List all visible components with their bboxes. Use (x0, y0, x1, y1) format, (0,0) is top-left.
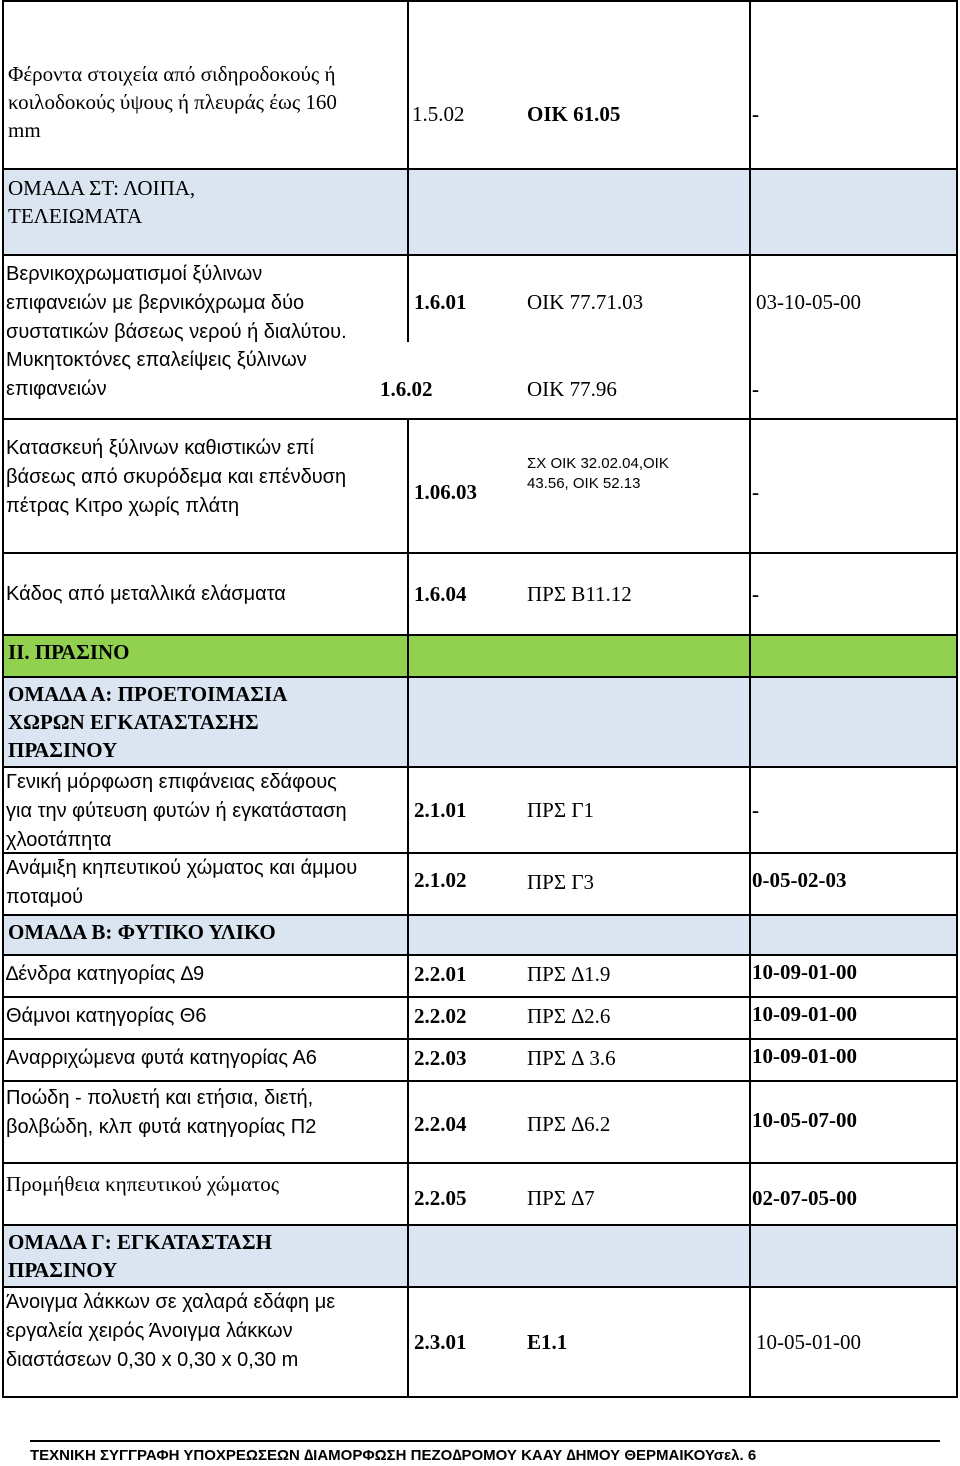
item-code: 2.2.04 (414, 1112, 467, 1136)
item-reference: ΠΡΣ ∆1.9 (527, 962, 611, 986)
item-code: 1.6.01 (414, 290, 467, 314)
item-code: 2.2.01 (414, 962, 467, 986)
table-row (4, 1288, 956, 1396)
group-title: ΟΜΑ∆Α Β: ΦΥΤΙΚΟ ΥΛΙΚΟ (8, 920, 276, 944)
item-reference: ΠΡΣ Β11.12 (527, 582, 632, 606)
item-code: 1.06.03 (414, 480, 477, 504)
item-description: Αναρριχώμενα φυτά κατηγορίας Α6 (6, 1047, 317, 1069)
group-title: ΟΜΑ∆Α Α: ΠΡΟΕΤΟΙΜΑΣΙΑ ΧΩΡΩΝ ΕΓΚΑΤΑΣΤΑΣΗΣ ΠΡΑΣΙΝΟΥ (8, 682, 288, 762)
item-price-code: - (752, 582, 759, 606)
group-header-row (4, 1226, 956, 1288)
table-row (4, 854, 956, 916)
page-number: σελ. 6 (713, 1447, 757, 1464)
footer-divider (30, 1440, 940, 1442)
table-row (4, 1164, 956, 1226)
table-row (4, 998, 956, 1040)
item-price-code: - (752, 798, 759, 822)
item-price-code: 10-09-01-00 (752, 1044, 857, 1068)
item-code: 1.6.02 (380, 377, 433, 401)
item-price-code: - (752, 480, 759, 504)
item-reference: ΠΡΣ ∆2.6 (527, 1004, 611, 1028)
item-reference: ΠΡΣ Γ1 (527, 798, 594, 822)
item-reference: ΣΧ ΟΙΚ 32.02.04,ΟΙΚ 43.56, ΟΙΚ 52.13 (527, 455, 669, 492)
item-description: Θάμνοι κατηγορίας Θ6 (6, 1005, 207, 1027)
item-price-code: - (752, 102, 759, 126)
table-row (4, 768, 956, 854)
item-description: Κατασκευή ξύλινων καθιστικών επί βάσεως από σκυρόδεμα και επένδυση πέτρας Κιτρο χωρίς πλάτη (6, 437, 347, 517)
table-row (4, 420, 956, 554)
footer-title: ΤΕΧΝΙΚΗ ΣΥΓΓΡΑΦΗ ΥΠΟΧΡΕΩΣΕΩΝ ∆ΙΑΜΟΡΦΩΣΗ ΠΕΖΟ∆ΡΟΜΟΥ ΚΑΑΥ ∆ΗΜΟΥ ΘΕΡΜΑΙΚΟΥ (30, 1447, 714, 1464)
group-title: ΟΜΑ∆Α Γ: ΕΓΚΑΤΑΣΤΑΣΗ ΠΡΑΣΙΝΟΥ (8, 1230, 272, 1282)
item-description: Φέροντα στοιχεία από σιδηροδοκούς ή κοιλοδοκούς ύψους ή πλευράς έως 160 mm (8, 62, 337, 142)
item-price-code: 10-09-01-00 (752, 1002, 857, 1026)
item-price-code: 10-05-07-00 (752, 1108, 857, 1132)
table-row (4, 554, 956, 636)
item-reference: ΠΡΣ Γ3 (527, 870, 594, 894)
group-header-row (4, 916, 956, 956)
item-description: Μυκητοκτόνες επαλείψεις ξύλινων επιφανειών (6, 349, 307, 400)
section-title: ΙΙ. ΠΡΑΣΙΝΟ (8, 640, 130, 664)
item-description: ∆ένδρα κατηγορίας ∆9 (6, 963, 205, 985)
item-reference: ΟΙΚ 77.71.03 (527, 290, 644, 314)
table-row (4, 1040, 956, 1082)
table-row (4, 2, 956, 170)
item-code: 2.2.05 (414, 1186, 467, 1210)
item-code: 1.5.02 (412, 102, 465, 126)
item-description: Άνοιγμα λάκκων σε χαλαρά εδάφη με εργαλεία χειρός Άνοιγμα λάκκων διαστάσεων 0,30 x 0,30 x 0,30 m (6, 1291, 336, 1371)
group-header-row (4, 170, 956, 256)
group-title: ΟΜΑ∆Α ΣΤ: ΛΟΙΠΑ, ΤΕΛΕΙΩΜΑΤΑ (8, 176, 196, 228)
item-code: 2.3.01 (414, 1330, 467, 1354)
item-reference: ΟΙΚ 77.96 (527, 377, 617, 401)
item-code: 2.1.02 (414, 868, 467, 892)
item-reference: ΠΡΣ ∆6.2 (527, 1112, 611, 1136)
item-description: Ανάμιξη κηπευτικού χώματος και άμμου ποταμού (6, 857, 358, 908)
item-description: Βερνικοχρωματισμοί ξύλινων επιφανειών με βερνικόχρωμα δύο συστατικών βάσεως νερού ή διαλύτου. (6, 263, 347, 343)
item-price-code: 0-05-02-03 (752, 868, 847, 892)
item-price-code: 10-09-01-00 (752, 960, 857, 984)
item-price-code: 10-05-01-00 (756, 1330, 861, 1354)
item-price-code: - (752, 377, 759, 401)
table-row (4, 342, 956, 420)
table-row (4, 1082, 956, 1164)
item-reference: ΟΙΚ 61.05 (527, 102, 621, 126)
item-code: 2.2.03 (414, 1046, 467, 1070)
item-price-code: 03-10-05-00 (756, 290, 861, 314)
specification-table (2, 0, 958, 1398)
group-header-row (4, 678, 956, 768)
table-row (4, 256, 956, 342)
item-description: Προμήθεια κηπευτικού χώματος (6, 1172, 280, 1196)
section-header-row (4, 636, 956, 678)
item-reference: Ε1.1 (527, 1330, 568, 1354)
item-description: Ποώδη - πολυετή και ετήσια, διετή, βολβώδη, κλπ φυτά κατηγορίας Π2 (6, 1087, 317, 1138)
item-description: Κάδος από μεταλλικά ελάσματα (6, 583, 286, 605)
page-footer (30, 1446, 756, 1466)
item-reference: ΠΡΣ ∆7 (527, 1186, 595, 1210)
item-price-code: 02-07-05-00 (752, 1186, 857, 1210)
item-reference: ΠΡΣ ∆ 3.6 (527, 1046, 616, 1070)
item-description: Γενική μόρφωση επιφάνειας εδάφους για την φύτευση φυτών ή εγκατάσταση χλοοτάπητα (6, 771, 347, 851)
item-code: 1.6.04 (414, 582, 467, 606)
item-code: 2.1.01 (414, 798, 467, 822)
table-row (4, 956, 956, 998)
item-code: 2.2.02 (414, 1004, 467, 1028)
